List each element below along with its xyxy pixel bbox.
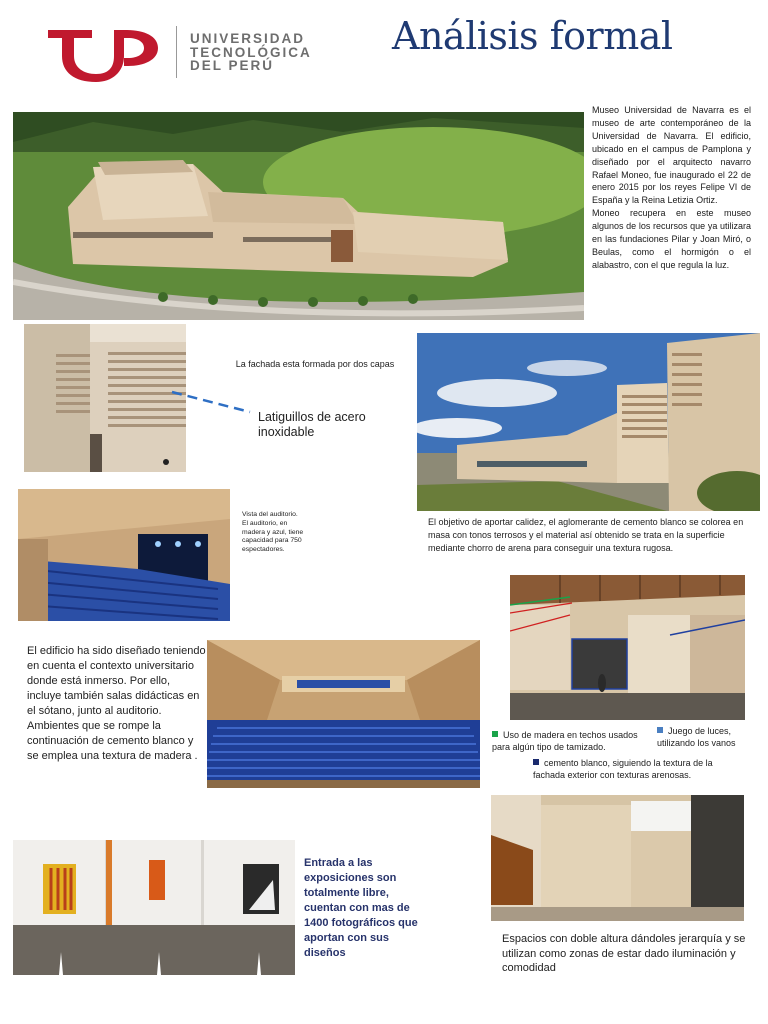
university-name (190, 32, 312, 73)
latiguillos-annotation: Latiguillos de acero inoxidable (258, 410, 366, 439)
calidez-text: El objetivo de aportar calidez, el aglomerante de cemento blanco se colorea en masa con tonos terrosos y el material así obtenido se trata en la superficie mediante chorro de arena para conseguir una textura rugosa. (428, 517, 744, 553)
facade-photo (24, 324, 186, 472)
auditorium-photo (207, 640, 480, 788)
legend-luces-text: Juego de luces, utilizando los vanos (657, 726, 736, 748)
legend-green-square (492, 731, 498, 737)
legend-cemento (533, 757, 739, 781)
legend-madera-text: Uso de madera en techos usados para algún tipo de tamizado. (492, 730, 638, 752)
legend-madera (492, 729, 657, 753)
diseno-paragraph-2: Ambientes que se rompe la continuación de cemento blanco y se emplea una textura de madera . (27, 720, 198, 762)
legend-navy-square (533, 759, 539, 765)
facade-caption: La fachada esta formada por dos capas (235, 359, 395, 369)
legend-cemento-text: cemento blanco, siguiendo la textura de la fachada exterior con texturas arenosas. (533, 758, 713, 780)
diseno-paragraph-1: El edificio ha sido diseñado teniendo en cuenta el contexto universitario donde está inmerso. Por ello, incluye también salas didácticas en el sótano, junto al auditorio. (27, 645, 206, 717)
intro-paragraph-2: Moneo recupera en este museo algunos de los recursos que ya utilizara en las fundaciones Pilar y Joan Miró, o Beulas, como el hormigón o el alabastro, con el que regula la luz. (592, 208, 751, 270)
double-height-photo (491, 795, 744, 921)
entrada-text: Entrada a las exposiciones son totalmente libre, cuentan con mas de 1400 fotográficos que aportan con sus diseños (304, 857, 418, 959)
intro-paragraph-1: Museo Universidad de Navarra es el museo de arte contemporáneo de la Universidad de Navarra. El edificio, ubicado en el campus de Pamplona y diseñado por el arquitecto navarro Rafael Moneo, fue inaugurado el 22 de enero 2015 por los reyes Felipe VI de España y la Reina Letizia Ortiz. (592, 105, 751, 206)
gallery-photo (13, 840, 295, 975)
auditorium-caption (242, 511, 306, 555)
university-line-2: TECNOLÓGICA (190, 44, 312, 60)
interior-wood-photo (510, 575, 745, 720)
intro-text (592, 104, 751, 272)
auditorium-side-photo (18, 489, 230, 621)
museum-aerial-photo (13, 112, 584, 320)
auditorium-caption-line-1: Vista del auditorio. (242, 511, 298, 518)
legend-lightblue-square (657, 727, 663, 733)
page-title: Análisis formal (392, 14, 673, 58)
doble-altura-text: Espacios con doble altura dándoles jerarquía y se utilizan como zonas de estar dado iluminación y comodidad (502, 933, 746, 974)
logo-divider (176, 26, 177, 78)
exterior-photo (417, 333, 760, 511)
university-line-1: UNIVERSIDAD (190, 31, 306, 46)
utp-logo (44, 24, 162, 82)
annotation-dashed-line (170, 388, 260, 418)
university-line-3: DEL PERÚ (190, 58, 275, 73)
legend-luces (657, 725, 762, 749)
diseno-text (27, 644, 207, 764)
auditorium-caption-line-2: El auditorio, en madera y azul, tiene capacidad para 750 espectadores. (242, 519, 304, 554)
